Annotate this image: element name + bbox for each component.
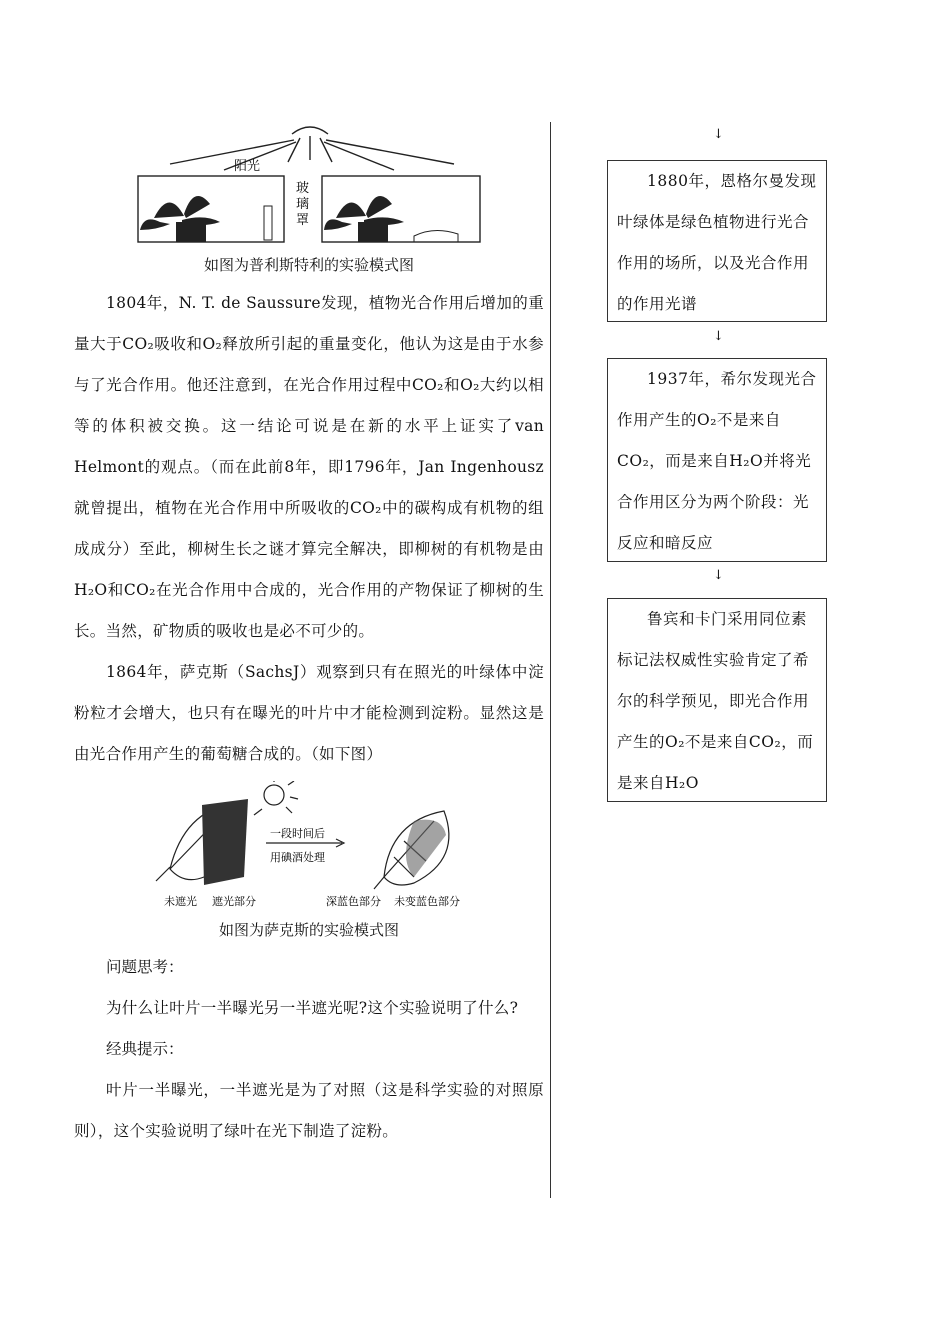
paragraph-1864: 1864年，萨克斯（SachsJ）观察到只有在照光的叶绿体中淀粉粒才会增大，也只有在曝光的叶片中才能检测到淀粉。显然这是由光合作用产生的葡萄糖合成的。（如下图） [74, 663, 544, 763]
glass-label-3: 罩 [296, 213, 310, 228]
label-not-blue: 未变蓝色部分 [394, 895, 460, 908]
hint-heading: 经典提示： [106, 1040, 184, 1058]
sachs-figure [74, 781, 544, 911]
timeline-text-1880: 1880年，恩格尔曼发现叶绿体是绿色植物进行光合作用的场所，以及光合作用的作用光谱 [617, 172, 817, 313]
priestley-figure [74, 118, 544, 248]
figure1-caption: 如图为普利斯特利的实验模式图 [203, 256, 414, 274]
glass-label-1: 玻 [296, 181, 310, 196]
left-column [74, 118, 544, 1152]
label-deep-blue: 深蓝色部分 [326, 895, 381, 908]
timeline-text-1937: 1937年，希尔发现光合作用产生的O₂不是来自CO₂，而是来自H₂O并将光合作用区分为两个阶段：光反应和暗反应 [617, 370, 817, 552]
timeline-text-ruben-kamen: 鲁宾和卡门采用同位素标记法权威性实验肯定了希尔的科学预见，即光合作用产生的O₂不是来自CO₂，而是来自H₂O [617, 610, 814, 792]
glass-label-2: 璃 [296, 197, 310, 212]
timeline-box-1937 [607, 358, 827, 562]
column-divider [550, 122, 551, 1198]
question-text: 为什么让叶片一半曝光另一半遮光呢?这个实验说明了什么? [106, 999, 519, 1017]
paragraph-1804: 1804年，N. T. de Saussure发现，植物光合作用后增加的重量大于CO₂吸收和O₂释放所引起的重量变化，他认为这是由于水参与了光合作用。他还注意到，在光合作用过程中CO₂和O₂大约以相等的体积被交换。这一结论可说是在新的水平上证实了van Helmont的观点。（而在此前8年，即1796年，Jan Ingenhousz就曾提出，植物在光合作用中所吸收的CO₂中的碳构成有机物的组成成分）至此，柳树生长之谜才算完全解决，即柳树的有机物是由H₂O和CO₂在光合作用中合成的，光合作用的产物保证了柳树的生长。当然，矿物质的吸收也是必不可少的。 [74, 294, 544, 640]
question-heading: 问题思考： [106, 958, 184, 976]
figure2-caption: 如图为萨克斯的实验模式图 [218, 921, 399, 939]
timeline-box-ruben-kamen [607, 598, 827, 802]
label-unshaded: 未遮光 [164, 895, 197, 908]
arrow-down-icon: ↓ [713, 568, 724, 583]
timeline-box-1880 [607, 160, 827, 322]
sun-label: 阳光 [234, 159, 261, 174]
arrow-label-bottom: 用碘酒处理 [270, 851, 325, 864]
hint-text: 叶片一半曝光，一半遮光是为了对照（这是科学实验的对照原则），这个实验说明了绿叶在光下制造了淀粉。 [74, 1081, 544, 1140]
arrow-down-icon: ↓ [713, 329, 724, 344]
arrow-down-icon: ↓ [713, 127, 724, 142]
arrow-label-top: 一段时间后 [270, 827, 325, 840]
label-shaded: 遮光部分 [212, 895, 256, 908]
